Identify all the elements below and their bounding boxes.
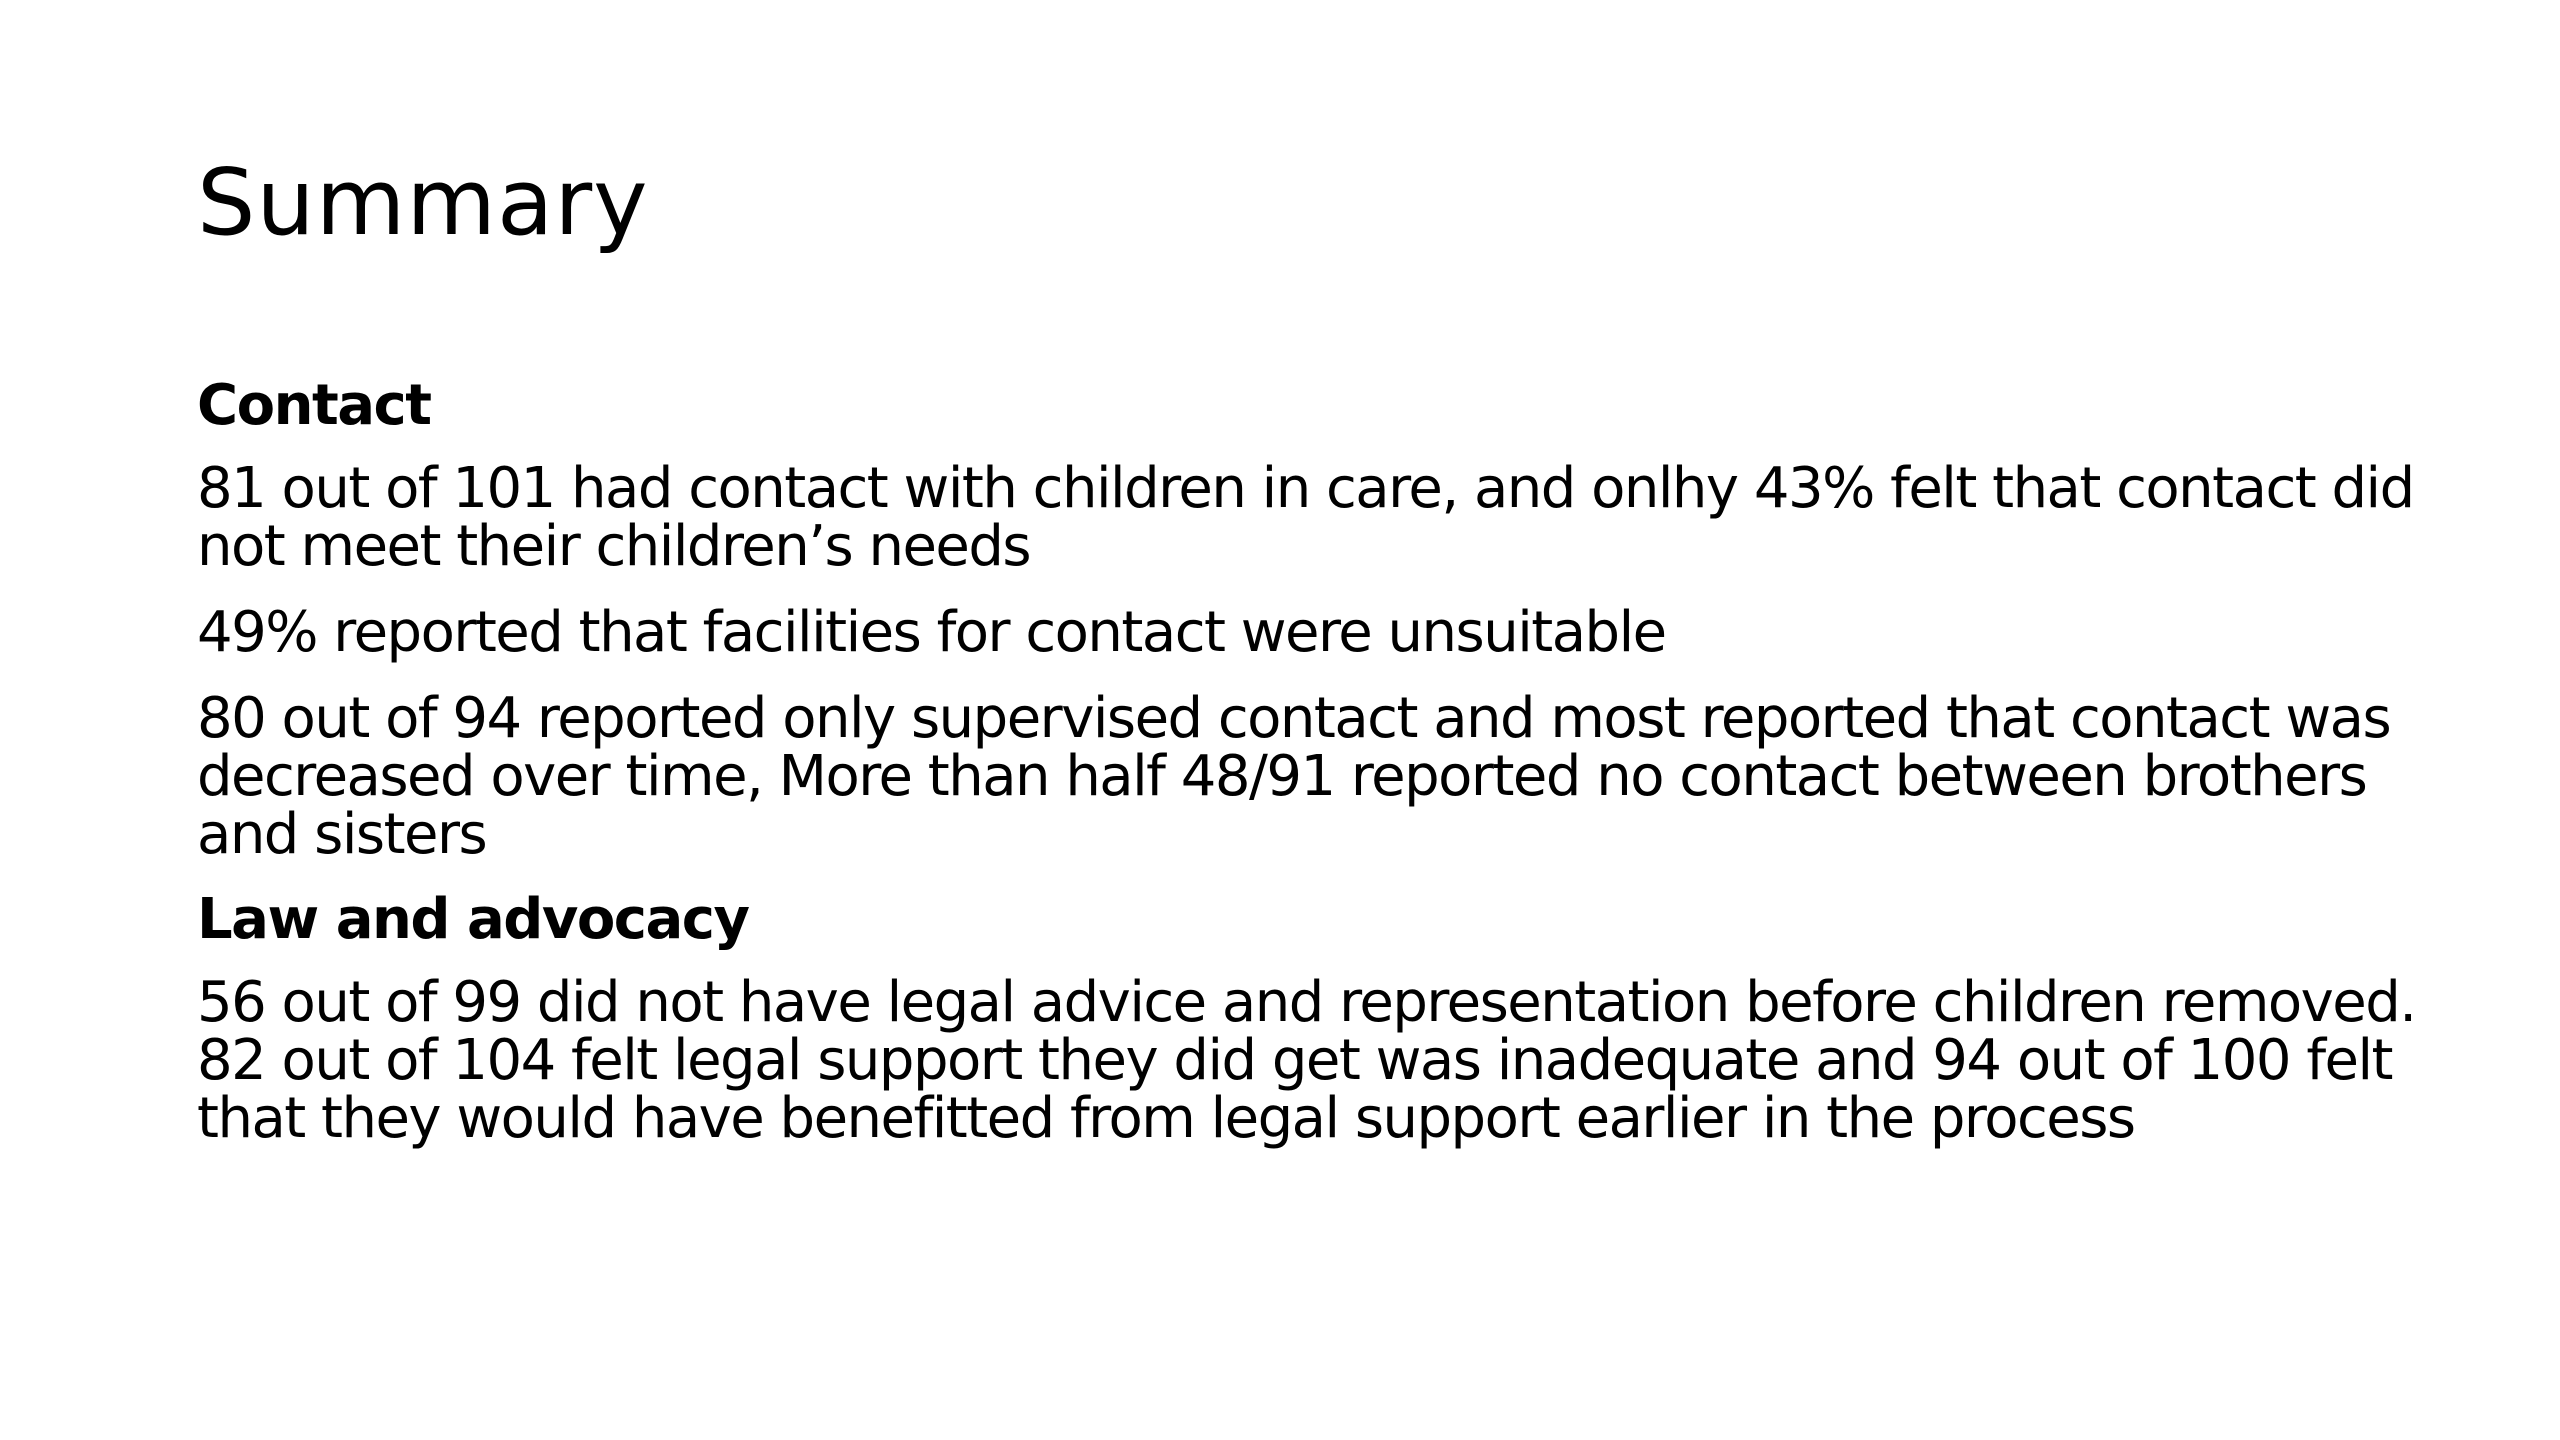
law-paragraph-1: 56 out of 99 did not have legal advice and representation before children removed. 82 out of 104 felt legal support they did get was inadequate and 94 out of 100 felt that they would have benefitted from legal support earlier in the process [197, 970, 2416, 1151]
slide-body [197, 373, 2437, 1151]
section-heading-contact: Contact [197, 373, 431, 438]
slide-title: Summary [197, 149, 649, 256]
contact-paragraph-2: 49% reported that facilities for contact were unsuitable [197, 600, 1666, 665]
contact-paragraph-1: 81 out of 101 had contact with children in care, and onlhy 43% felt that contact did not meet their children’s needs [197, 456, 2414, 579]
section-heading-law-and-advocacy: Law and advocacy [197, 887, 749, 952]
contact-paragraph-3: 80 out of 94 reported only supervised contact and most reported that contact was decreased over time, More than half 48/91 reported no contact between brothers and sisters [197, 686, 2391, 867]
